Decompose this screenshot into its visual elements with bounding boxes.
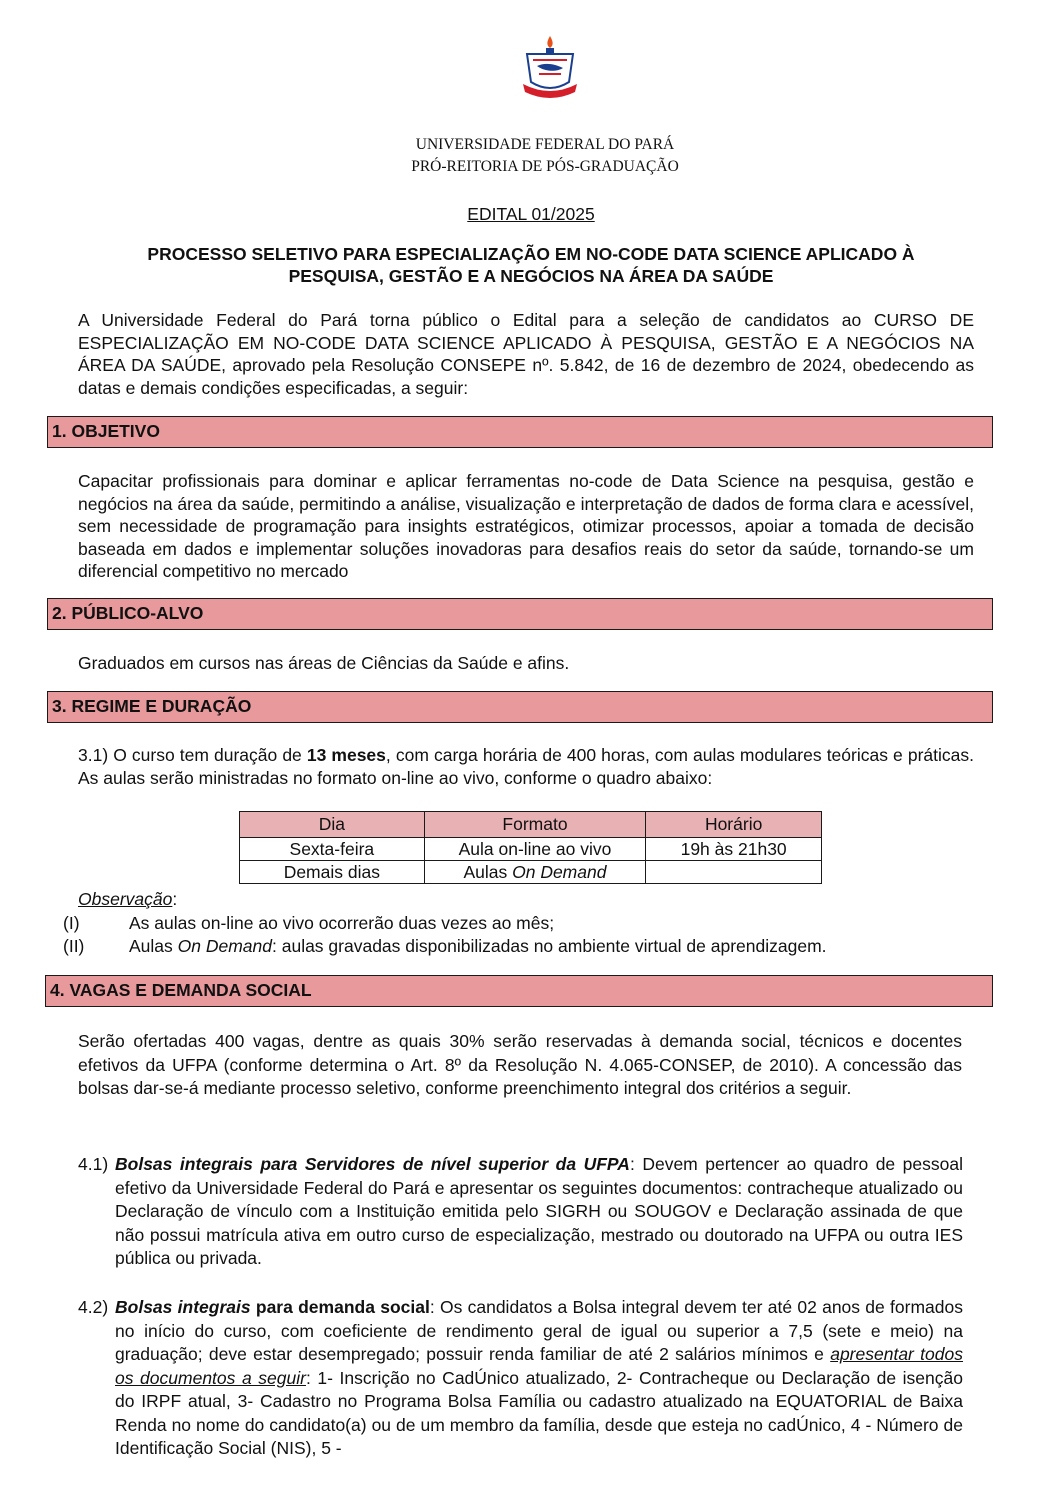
objective-paragraph: Capacitar profissionais para dominar e aplicar ferramentas no-code de Data Science na pesquisa, gestão e negócios na área da saúde, permitindo a análise, visualização e interpretação de dados de forma clara e acessível, sem necessidade de programação para insights estratégicos, otimizar processos, apoiar a tomada de decisão baseada em dados e implementar soluções inovadoras para desafios reais do setor da saúde, tornando-se um diferencial competitivo no mercado [78,471,974,581]
section-heading-regime-duracao: 3. REGIME E DURAÇÃO [47,691,993,723]
item-4-2-title: para demanda social [250,1297,430,1317]
regime-paragraph [78,744,974,789]
observation-colon: : [172,889,178,909]
observation-1-text: As aulas on-line ao vivo ocorrerão duas vezes ao mês; [129,913,555,933]
table-header-dia: Dia [240,812,425,838]
section-heading-objetivo: 1. OBJETIVO [47,416,993,448]
item-4-1-number: 4.1) [78,1154,109,1174]
format-italic: On Demand [512,861,607,882]
regime-text-b: , com carga horária de 400 horas, com aulas modulares teóricas e práticas. As aulas serão ministradas no formato on-line ao vivo, conforme o quadro abaixo: [78,745,974,788]
section-heading-vagas: 4. VAGAS E DEMANDA SOCIAL [45,975,993,1007]
table-cell-format [424,861,646,884]
table-cell-day: Sexta-feira [240,838,425,861]
table-cell-format: Aula on-line ao vivo [424,838,646,861]
observation-label [78,889,177,910]
item-4-2-underlined: apresentar todos os documentos a seguir [115,1344,963,1388]
regime-duration: 13 meses [306,745,386,765]
ufpa-logo [519,34,581,106]
schedule-table [239,811,822,884]
item-4-1-title: Bolsas integrais para Servidores de nível superior da UFPA [115,1154,630,1174]
item-4-2-text [115,1296,963,1461]
obs2-text-b: : aulas gravadas disponibilizadas no ambiente virtual de aprendizagem. [272,936,827,956]
table-row [240,861,822,884]
table-header-formato: Formato [424,812,646,838]
audience-paragraph: Graduados em cursos nas áreas de Ciências da Saúde e afins. [78,653,570,673]
observation-label-text: Observação [78,889,173,909]
obs2-italic: On Demand [177,936,272,956]
observation-1-number: (I) [63,913,80,933]
format-text: Aulas [463,861,513,882]
item-4-1-body: : Devem pertencer ao quadro de pessoal efetivo da Universidade Federal do Pará e apresentar os seguintes documentos: contracheque atualizado ou Declaração de vínculo com a Instituição emitida pelo SIGRH ou SOUGOV e Declaração assinada de que não possui matrícula ativa em outro curso de especialização, mestrado ou doutorado na UFPA ou outra IES pública ou privada. [115,1154,964,1268]
item-4-1-text [115,1153,963,1271]
edital-number: EDITAL 01/2025 [467,204,595,224]
item-4-2-body-a: : Os candidatos a Bolsa integral devem ter até 02 anos de formados no início do curso, com coeficiente de rendimento geral de igual ou superior a 7,5 (sete e meio) na graduação; deve estar desempregado; possuir renda familiar de até 2 salários mínimos e [115,1297,963,1364]
vagas-paragraph: Serão ofertadas 400 vagas, dentre as quais 30% serão reservadas à demanda social, técnicos e docentes efetivos da UFPA (conforme determina o Art. 8º da Resolução N. 4.065-CONSEP, de 2010). A concessão das bolsas dar-se-á mediante processo seletivo, conforme preenchimento integral dos critérios a seguir. [78,1031,962,1098]
section-heading-publico-alvo: 2. PÚBLICO-ALVO [47,598,993,630]
table-row [240,838,822,861]
item-4-2-number: 4.2) [78,1297,109,1317]
table-cell-time: 19h às 21h30 [646,838,822,861]
regime-text-a: 3.1) O curso tem duração de [78,745,307,765]
table-cell-day: Demais dias [240,861,425,884]
edital-title-line2: PESQUISA, GESTÃO E A NEGÓCIOS NA ÁREA DA SAÚDE [288,266,774,286]
item-4-2-title-italic: Bolsas integrais [115,1297,251,1317]
item-4-2-body-b: : 1- Inscrição no CadÚnico atualizado, 2- Contracheque ou Declaração de isenção do IRPF atual, 3- Cadastro no Programa Bolsa Família ou cadastro atualizado na EQUATORIAL de Baixa Renda no nome do candidato(a) ou de um membro da família, desde que esteja no cadÚnico, 4 - Número de Identificação Social (NIS), 5 - [115,1367,963,1458]
department-name: PRÓ-REITORIA DE PÓS-GRADUAÇÃO [411,158,679,175]
obs2-text-a: Aulas [129,936,178,956]
observation-2-text [129,936,827,957]
institution-name: UNIVERSIDADE FEDERAL DO PARÁ [415,136,675,153]
table-cell-time [646,861,822,884]
edital-title-line1: PROCESSO SELETIVO PARA ESPECIALIZAÇÃO EM NO-CODE DATA SCIENCE APLICADO À [147,244,915,264]
schedule-table-header [240,812,822,838]
intro-paragraph: A Universidade Federal do Pará torna público o Edital para a seleção de candidatos ao CURSO DE ESPECIALIZAÇÃO EM NO-CODE DATA SCIENCE APLICADO À PESQUISA, GESTÃO E A NEGÓCIOS NA ÁREA DA SAÚDE, aprovado pela Resolução CONSEPE nº. 5.842, de 16 de dezembro de 2024, obedecendo as datas e demais condições especificadas, a seguir: [78,310,974,398]
table-header-horario: Horário [646,812,822,838]
observation-2-number: (II) [63,936,85,956]
